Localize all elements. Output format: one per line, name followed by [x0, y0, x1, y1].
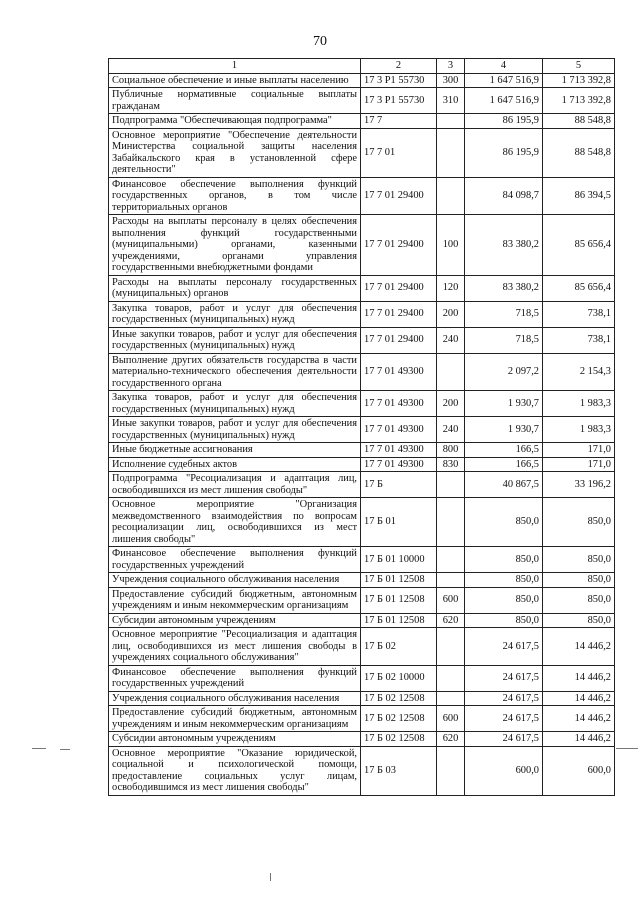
row-amount-2-cell: 14 446,2	[543, 706, 615, 732]
table-row	[109, 498, 615, 547]
row-name-cell: Финансовое обеспечение выполнения функций государственных учреждений	[109, 547, 361, 573]
row-type-cell: 310	[437, 88, 465, 114]
table-row	[109, 443, 615, 458]
row-amount-2-cell: 738,1	[543, 327, 615, 353]
row-code-cell: 17 7 01 29400	[361, 215, 437, 276]
row-type-cell: 300	[437, 73, 465, 88]
row-code-cell: 17 Б 02	[361, 628, 437, 666]
row-name-cell: Финансовое обеспечение выполнения функций государственных учреждений	[109, 665, 361, 691]
row-amount-1-cell: 850,0	[465, 547, 543, 573]
row-code-cell: 17 Б 02 12508	[361, 732, 437, 747]
row-code-cell: 17 7 01 49300	[361, 353, 437, 391]
row-amount-2-cell: 33 196,2	[543, 472, 615, 498]
page-number: 70	[313, 34, 327, 49]
row-type-cell	[437, 472, 465, 498]
row-name-cell: Расходы на выплаты персоналу государственных (муниципальных) органов	[109, 275, 361, 301]
column-header: 5	[543, 59, 615, 74]
row-amount-1-cell: 850,0	[465, 498, 543, 547]
row-amount-2-cell: 14 446,2	[543, 732, 615, 747]
table-row	[109, 457, 615, 472]
table-row	[109, 706, 615, 732]
row-name-cell: Расходы на выплаты персоналу в целях обеспечения выполнения функций государственными (муниципальными) органами, казенными учреждениями, органами управления государственными внебюджетными фондами	[109, 215, 361, 276]
row-code-cell: 17 Б 03	[361, 746, 437, 795]
row-amount-1-cell: 24 617,5	[465, 665, 543, 691]
row-type-cell: 240	[437, 417, 465, 443]
row-amount-2-cell: 850,0	[543, 498, 615, 547]
row-amount-1-cell: 84 098,7	[465, 177, 543, 215]
row-name-cell: Основное мероприятие "Организация межведомственного взаимодействия по вопросам ресоциализации лиц, освободившихся из мест лишения свободы"	[109, 498, 361, 547]
scan-mark	[616, 748, 638, 749]
budget-table-body	[109, 59, 615, 796]
row-amount-1-cell: 850,0	[465, 613, 543, 628]
row-amount-1-cell: 1 647 516,9	[465, 73, 543, 88]
row-name-cell: Иные бюджетные ассигнования	[109, 443, 361, 458]
table-row	[109, 746, 615, 795]
row-type-cell	[437, 177, 465, 215]
row-amount-1-cell: 1 930,7	[465, 417, 543, 443]
row-name-cell: Учреждения социального обслуживания населения	[109, 573, 361, 588]
row-type-cell	[437, 547, 465, 573]
row-amount-2-cell: 2 154,3	[543, 353, 615, 391]
row-name-cell: Подпрограмма "Обеспечивающая подпрограмма"	[109, 114, 361, 129]
row-amount-2-cell: 850,0	[543, 613, 615, 628]
row-code-cell: 17 7 01	[361, 128, 437, 177]
row-amount-2-cell: 86 394,5	[543, 177, 615, 215]
row-amount-1-cell: 40 867,5	[465, 472, 543, 498]
row-type-cell	[437, 573, 465, 588]
row-name-cell: Социальное обеспечение и иные выплаты населению	[109, 73, 361, 88]
row-amount-2-cell: 738,1	[543, 301, 615, 327]
row-name-cell: Основное мероприятие "Оказание юридической, социальной и психологической помощи, предоставление социальных услуг лицам, освободившимся из мест лишения свободы"	[109, 746, 361, 795]
row-name-cell: Выполнение других обязательств государства в части материально-технического обеспечения деятельности государственного органа	[109, 353, 361, 391]
column-header: 1	[109, 59, 361, 74]
row-amount-1-cell: 86 195,9	[465, 128, 543, 177]
row-type-cell: 100	[437, 215, 465, 276]
row-amount-1-cell: 24 617,5	[465, 628, 543, 666]
row-amount-1-cell: 718,5	[465, 301, 543, 327]
row-name-cell: Предоставление субсидий бюджетным, автономным учреждениям и иным некоммерческим организациям	[109, 587, 361, 613]
row-code-cell: 17 7 01 29400	[361, 177, 437, 215]
row-code-cell: 17 7 01 49300	[361, 391, 437, 417]
row-amount-1-cell: 2 097,2	[465, 353, 543, 391]
row-amount-1-cell: 166,5	[465, 457, 543, 472]
row-code-cell: 17 7 01 29400	[361, 275, 437, 301]
row-name-cell: Субсидии автономным учреждениям	[109, 613, 361, 628]
row-amount-1-cell: 83 380,2	[465, 275, 543, 301]
row-name-cell: Закупка товаров, работ и услуг для обеспечения государственных (муниципальных) нужд	[109, 301, 361, 327]
row-amount-2-cell: 85 656,4	[543, 215, 615, 276]
row-type-cell	[437, 746, 465, 795]
row-amount-2-cell: 171,0	[543, 443, 615, 458]
row-amount-2-cell: 850,0	[543, 547, 615, 573]
row-type-cell: 620	[437, 613, 465, 628]
row-amount-2-cell: 600,0	[543, 746, 615, 795]
row-name-cell: Подпрограмма "Ресоциализация и адаптация лиц, освободившихся из мест лишения свободы"	[109, 472, 361, 498]
row-amount-1-cell: 850,0	[465, 573, 543, 588]
row-name-cell: Финансовое обеспечение выполнения функций государственных органов, в том числе территориальных органов	[109, 177, 361, 215]
row-code-cell: 17 7 01 49300	[361, 457, 437, 472]
row-code-cell: 17 Б 01 12508	[361, 573, 437, 588]
row-amount-2-cell: 1 983,3	[543, 417, 615, 443]
table-row	[109, 177, 615, 215]
row-code-cell: 17 7 01 29400	[361, 301, 437, 327]
table-row	[109, 547, 615, 573]
row-type-cell: 600	[437, 706, 465, 732]
row-type-cell: 830	[437, 457, 465, 472]
column-header: 3	[437, 59, 465, 74]
table-row	[109, 301, 615, 327]
table-row	[109, 128, 615, 177]
row-code-cell: 17 Б 02 10000	[361, 665, 437, 691]
table-row	[109, 613, 615, 628]
row-code-cell: 17 3 P1 55730	[361, 73, 437, 88]
row-code-cell: 17 Б 02 12508	[361, 691, 437, 706]
table-header-row	[109, 59, 615, 74]
row-name-cell: Субсидии автономным учреждениям	[109, 732, 361, 747]
table-row	[109, 628, 615, 666]
row-amount-2-cell: 14 446,2	[543, 628, 615, 666]
row-amount-1-cell: 24 617,5	[465, 706, 543, 732]
row-type-cell	[437, 114, 465, 129]
row-amount-1-cell: 600,0	[465, 746, 543, 795]
table-row	[109, 114, 615, 129]
row-code-cell: 17 Б 02 12508	[361, 706, 437, 732]
row-code-cell: 17 Б 01	[361, 498, 437, 547]
row-name-cell: Закупка товаров, работ и услуг для обеспечения государственных (муниципальных) нужд	[109, 391, 361, 417]
row-amount-1-cell: 166,5	[465, 443, 543, 458]
table-row	[109, 275, 615, 301]
row-type-cell: 200	[437, 391, 465, 417]
row-type-cell: 800	[437, 443, 465, 458]
row-amount-2-cell: 171,0	[543, 457, 615, 472]
row-amount-1-cell: 850,0	[465, 587, 543, 613]
row-code-cell: 17 7	[361, 114, 437, 129]
table-row	[109, 73, 615, 88]
table-row	[109, 691, 615, 706]
column-header: 2	[361, 59, 437, 74]
row-type-cell	[437, 128, 465, 177]
row-amount-1-cell: 24 617,5	[465, 732, 543, 747]
row-code-cell: 17 Б 01 10000	[361, 547, 437, 573]
row-amount-1-cell: 718,5	[465, 327, 543, 353]
scan-mark	[32, 748, 46, 749]
row-amount-1-cell: 24 617,5	[465, 691, 543, 706]
row-amount-2-cell: 850,0	[543, 587, 615, 613]
row-type-cell: 600	[437, 587, 465, 613]
row-code-cell: 17 Б 01 12508	[361, 587, 437, 613]
row-code-cell: 17 3 P1 55730	[361, 88, 437, 114]
row-name-cell: Иные закупки товаров, работ и услуг для обеспечения государственных (муниципальных) нужд	[109, 327, 361, 353]
row-name-cell: Учреждения социального обслуживания населения	[109, 691, 361, 706]
row-amount-2-cell: 88 548,8	[543, 128, 615, 177]
column-header: 4	[465, 59, 543, 74]
scan-mark	[60, 749, 70, 750]
row-type-cell: 240	[437, 327, 465, 353]
row-name-cell: Исполнение судебных актов	[109, 457, 361, 472]
row-amount-1-cell: 86 195,9	[465, 114, 543, 129]
table-row	[109, 327, 615, 353]
row-amount-1-cell: 1 647 516,9	[465, 88, 543, 114]
row-code-cell: 17 7 01 29400	[361, 327, 437, 353]
row-name-cell: Основное мероприятие "Ресоциализация и адаптация лиц, освободившихся из мест лишения свободы в учреждениях социального обслуживания"	[109, 628, 361, 666]
row-amount-2-cell: 1 983,3	[543, 391, 615, 417]
row-type-cell: 120	[437, 275, 465, 301]
row-code-cell: 17 7 01 49300	[361, 417, 437, 443]
row-amount-2-cell: 1 713 392,8	[543, 88, 615, 114]
row-name-cell: Предоставление субсидий бюджетным, автономным учреждениям и иным некоммерческим организациям	[109, 706, 361, 732]
row-amount-2-cell: 1 713 392,8	[543, 73, 615, 88]
row-name-cell: Иные закупки товаров, работ и услуг для обеспечения государственных (муниципальных) нужд	[109, 417, 361, 443]
row-amount-1-cell: 83 380,2	[465, 215, 543, 276]
row-type-cell	[437, 353, 465, 391]
row-type-cell	[437, 691, 465, 706]
table-row	[109, 587, 615, 613]
row-type-cell	[437, 665, 465, 691]
table-row	[109, 353, 615, 391]
table-row	[109, 665, 615, 691]
scan-mark	[270, 873, 271, 881]
row-type-cell	[437, 628, 465, 666]
row-amount-2-cell: 14 446,2	[543, 665, 615, 691]
budget-table	[108, 58, 615, 796]
row-type-cell	[437, 498, 465, 547]
table-row	[109, 417, 615, 443]
row-amount-1-cell: 1 930,7	[465, 391, 543, 417]
row-type-cell: 200	[437, 301, 465, 327]
row-amount-2-cell: 14 446,2	[543, 691, 615, 706]
row-amount-2-cell: 88 548,8	[543, 114, 615, 129]
table-row	[109, 573, 615, 588]
table-row	[109, 88, 615, 114]
row-code-cell: 17 7 01 49300	[361, 443, 437, 458]
row-name-cell: Основное мероприятие "Обеспечение деятельности Министерства социальной защиты населения Забайкальского края в установленной сфере деятельности"	[109, 128, 361, 177]
row-code-cell: 17 Б 01 12508	[361, 613, 437, 628]
row-type-cell: 620	[437, 732, 465, 747]
table-row	[109, 391, 615, 417]
row-code-cell: 17 Б	[361, 472, 437, 498]
row-amount-2-cell: 85 656,4	[543, 275, 615, 301]
row-name-cell: Публичные нормативные социальные выплаты гражданам	[109, 88, 361, 114]
table-row	[109, 732, 615, 747]
table-row	[109, 472, 615, 498]
table-row	[109, 215, 615, 276]
row-amount-2-cell: 850,0	[543, 573, 615, 588]
